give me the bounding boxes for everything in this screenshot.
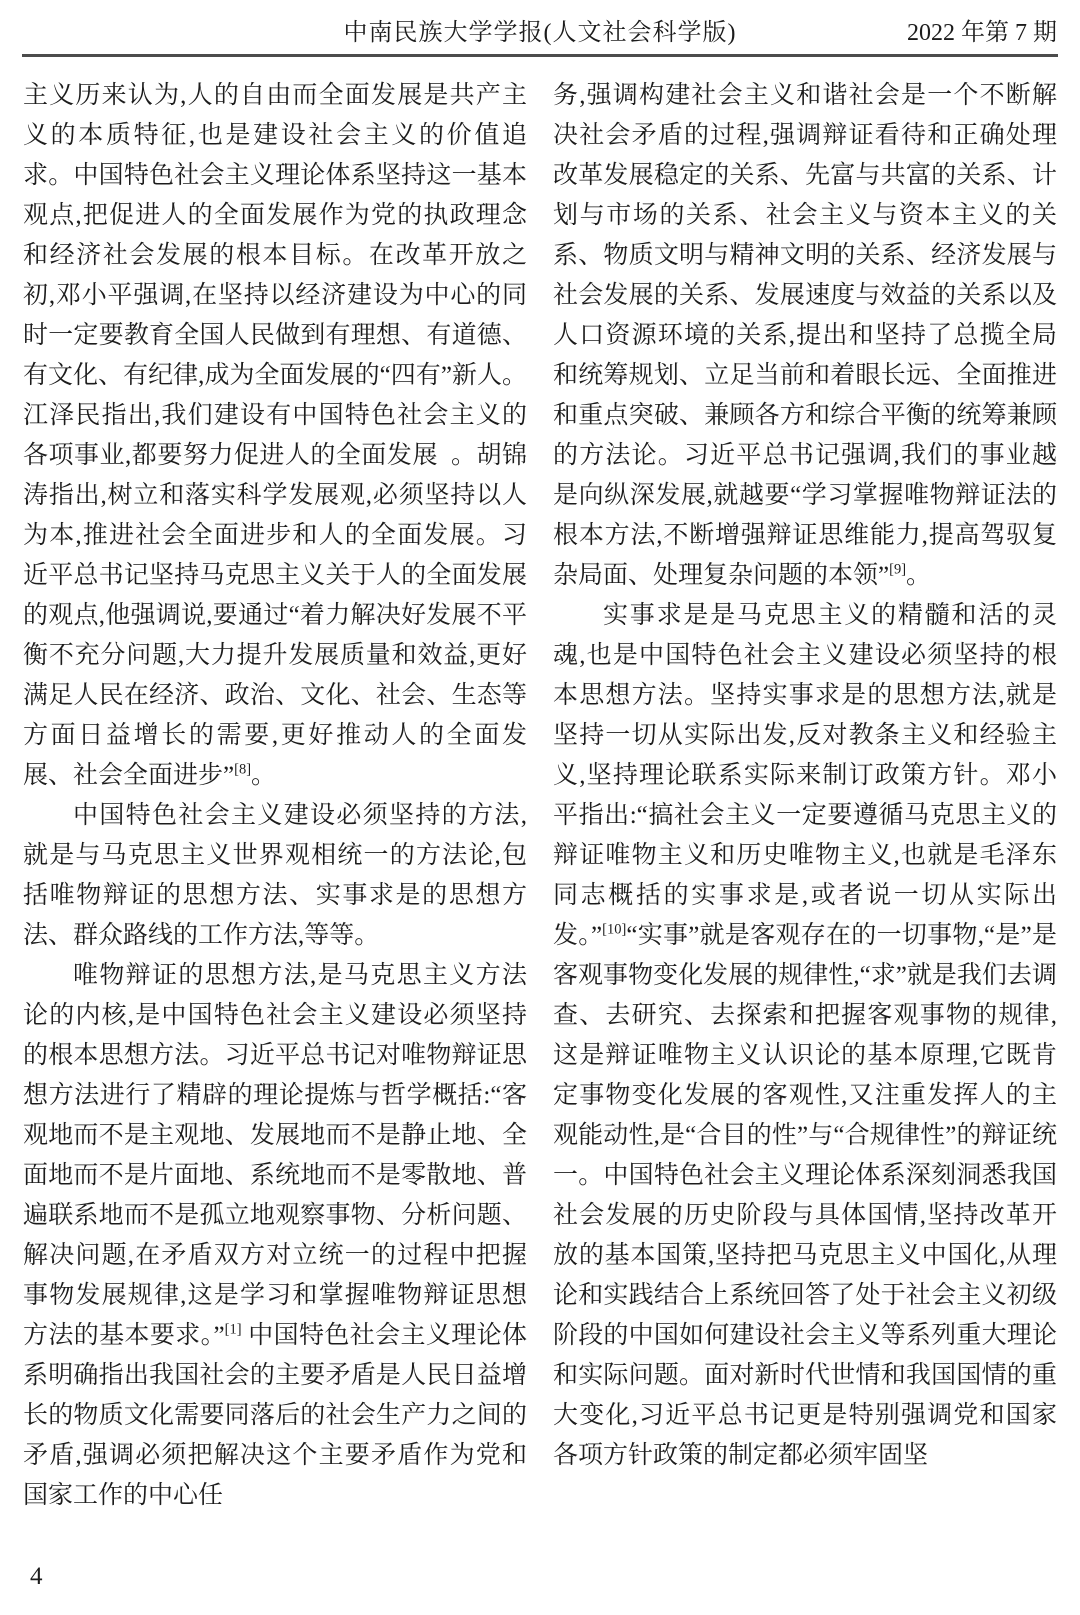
paragraph: 实事求是是马克思主义的精髓和活的灵魂,也是中国特色社会主义建设必须坚持的根本思想方法。坚持实事求是的思想方法,就是坚持一切从实际出发,反对教条主义和经验主义,坚持理论联系实际来制订政策方针。邓小平指出:“搞社会主义一定要遵循马克思主义的辩证唯物主义和历史唯物主义,也就是毛泽东同志概括的实事求是,或者说一切从实际出发。”[10]“实事”就是客观存在的一切事物,“是”是客观事物变化发展的规律性,“求”就是我们去调查、去研究、去探索和把握客观事物的规律,这是辩证唯物主义认识论的基本原理,它既肯定事物变化发展的客观性,又注重发挥人的主观能动性,是“合目的性”与“合规律性”的辩证统一。中国特色社会主义理论体系深刻洞悉我国社会发展的历史阶段与具体国情,坚持改革开放的基本国策,坚持把马克思主义中国化,从理论和实践结合上系统回答了处于社会主义初级阶段的中国如何建设社会主义等系列重大理论和实际问题。面对新时代世情和我国国情的重大变化,习近平总书记更是特别强调党和国家各项方针政策的制定都必须牢固坚 [553,602,1057,1469]
paragraph: 中国特色社会主义建设必须坚持的方法,就是与马克思主义世界观相统一的方法论,包括唯物辩证的思想方法、实事求是的思想方法、群众路线的工作方法,等等。 [23,802,527,949]
right-column [553,76,1057,1560]
journal-title: 中南民族大学学报(人文社会科学版) [343,20,737,46]
paragraph: 主义历来认为,人的自由而全面发展是共产主义的本质特征,也是建设社会主义的价值追求。中国特色社会主义理论体系坚持这一基本观点,把促进人的全面发展作为党的执政理念和经济社会发展的根本目标。在改革开放之初,邓小平强调,在坚持以经济建设为中心的同时一定要教育全国人民做到有理想、有道德、有文化、有纪律,成为全面发展的“四有”新人。江泽民指出,我们建设有中国特色社会主义的各项事业,都要努力促进人的全面发展 。胡锦涛指出,树立和落实科学发展观,必须坚持以人为本,推进社会全面进步和人的全面发展。习近平总书记坚持马克思主义关于人的全面发展的观点,他强调说,要通过“着力解决好发展不平衡不充分问题,大力提升发展质量和效益,更好满足人民在经济、政治、文化、社会、生态等方面日益增长的需要,更好推动人的全面发展、社会全面进步”[8]。 [23,82,527,789]
paragraph: 唯物辩证的思想方法,是马克思主义方法论的内核,是中国特色社会主义建设必须坚持的根本思想方法。习近平总书记对唯物辩证思想方法进行了精辟的理论提炼与哲学概括:“客观地而不是主观地、发展地而不是静止地、全面地而不是片面地、系统地而不是零散地、普遍联系地而不是孤立地观察事物、分析问题、解决问题,在矛盾双方对立统一的过程中把握事物发展规律,这是学习和掌握唯物辩证思想方法的基本要求。”[1] 中国特色社会主义理论体系明确指出我国社会的主要矛盾是人民日益增长的物质文化需要同落后的社会生产力之间的矛盾,强调必须把解决这个主要矛盾作为党和国家工作的中心任 [23,962,527,1509]
left-column [23,76,527,1560]
page-number: 4 [30,1563,43,1590]
header-rule [22,54,1058,57]
citation-marker: [1] [224,1321,242,1338]
running-head [23,16,1057,50]
text-columns [23,76,1057,1560]
issue-info: 2022 年第 7 期 [907,20,1057,46]
citation-marker: [10] [602,921,627,938]
paragraph: 务,强调构建社会主义和谐社会是一个不断解决社会矛盾的过程,强调辩证看待和正确处理改革发展稳定的关系、先富与共富的关系、计划与市场的关系、社会主义与资本主义的关系、物质文明与精神文明的关系、经济发展与社会发展的关系、发展速度与效益的关系以及人口资源环境的关系,提出和坚持了总揽全局和统筹规划、立足当前和着眼长远、全面推进和重点突破、兼顾各方和综合平衡的统筹兼顾的方法论。习近平总书记强调,我们的事业越是向纵深发展,就越要“学习掌握唯物辩证法的根本方法,不断增强辩证思维能力,提高驾驭复杂局面、处理复杂问题的本领”[9]。 [553,82,1057,589]
citation-marker: [8] [234,761,252,778]
citation-marker: [9] [889,561,907,578]
